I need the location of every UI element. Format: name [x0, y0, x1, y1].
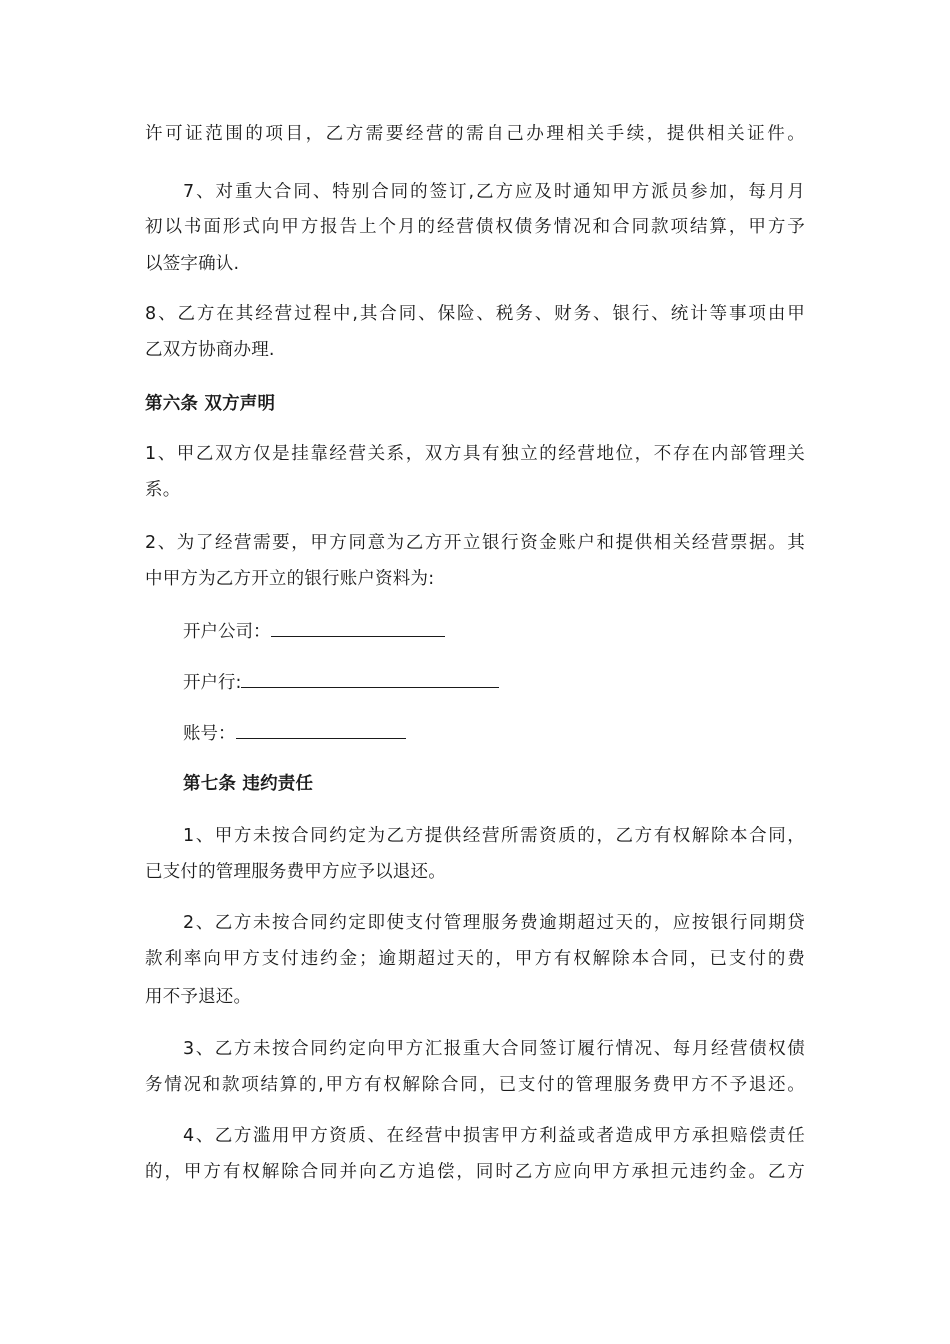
clause-6-1-line-1: 1、甲乙双方仅是挂靠经营关系，双方具有独立的经营地位，不存在内部管理关: [145, 444, 805, 464]
clause-6-1-line-2: 系。: [145, 480, 181, 500]
account-company-field: [183, 618, 445, 644]
bank-branch-field: [183, 669, 499, 695]
bank-branch-blank[interactable]: [241, 669, 499, 688]
account-company-blank[interactable]: [271, 618, 445, 637]
account-number-field: [183, 720, 406, 746]
clause-5-7-line-1: 7、对重大合同、特别合同的签订,乙方应及时通知甲方派员参加，每月月: [183, 182, 805, 202]
article-6-heading: 第六条 双方声明: [145, 394, 276, 414]
clause-7-2-line-1: 2、乙方未按合同约定即使支付管理服务费逾期超过天的，应按银行同期贷: [183, 913, 805, 933]
bank-branch-label: 开户行:: [183, 673, 242, 693]
clause-7-4-line-1: 4、乙方滥用甲方资质、在经营中损害甲方利益或者造成甲方承担赔偿责任: [183, 1126, 805, 1146]
article-7-heading: 第七条 违约责任: [183, 774, 314, 794]
clause-6-2-line-1: 2、为了经营需要，甲方同意为乙方开立银行资金账户和提供相关经营票据。其: [145, 533, 805, 553]
account-company-label: 开户公司：: [183, 622, 271, 642]
account-number-label: 账号：: [183, 724, 236, 744]
clause-7-4-line-2: 的，甲方有权解除合同并向乙方追偿，同时乙方应向甲方承担元违约金。乙方: [145, 1162, 805, 1182]
clause-5-8-line-2: 乙双方协商办理.: [145, 340, 275, 360]
clause-7-2-line-3: 用不予退还。: [145, 987, 252, 1007]
clause-6-2-line-2: 中甲方为乙方开立的银行账户资料为:: [145, 569, 435, 589]
clause-5-7-line-3: 以签字确认.: [145, 254, 240, 274]
clause-7-2-line-2: 款利率向甲方支付违约金；逾期超过天的，甲方有权解除本合同，已支付的费: [145, 949, 805, 969]
clause-7-3-line-1: 3、乙方未按合同约定向甲方汇报重大合同签订履行情况、每月经营债权债: [183, 1039, 805, 1059]
clause-5-7-line-2: 初以书面形式向甲方报告上个月的经营债权债务情况和合同款项结算，甲方予: [145, 217, 805, 237]
clause-5-8-line-1: 8、乙方在其经营过程中,其合同、保险、税务、财务、银行、统计等事项由甲: [145, 304, 805, 324]
clause-7-1-line-1: 1、甲方未按合同约定为乙方提供经营所需资质的，乙方有权解除本合同，: [183, 826, 805, 846]
clause-7-3-line-2: 务情况和款项结算的,甲方有权解除合同，已支付的管理服务费甲方不予退还。: [145, 1075, 805, 1095]
account-number-blank[interactable]: [236, 720, 406, 739]
clause-7-1-line-2: 已支付的管理服务费甲方应予以退还。: [145, 862, 446, 882]
clause-5-6-continuation: 许可证范围的项目，乙方需要经营的需自己办理相关手续，提供相关证件。: [145, 124, 805, 144]
